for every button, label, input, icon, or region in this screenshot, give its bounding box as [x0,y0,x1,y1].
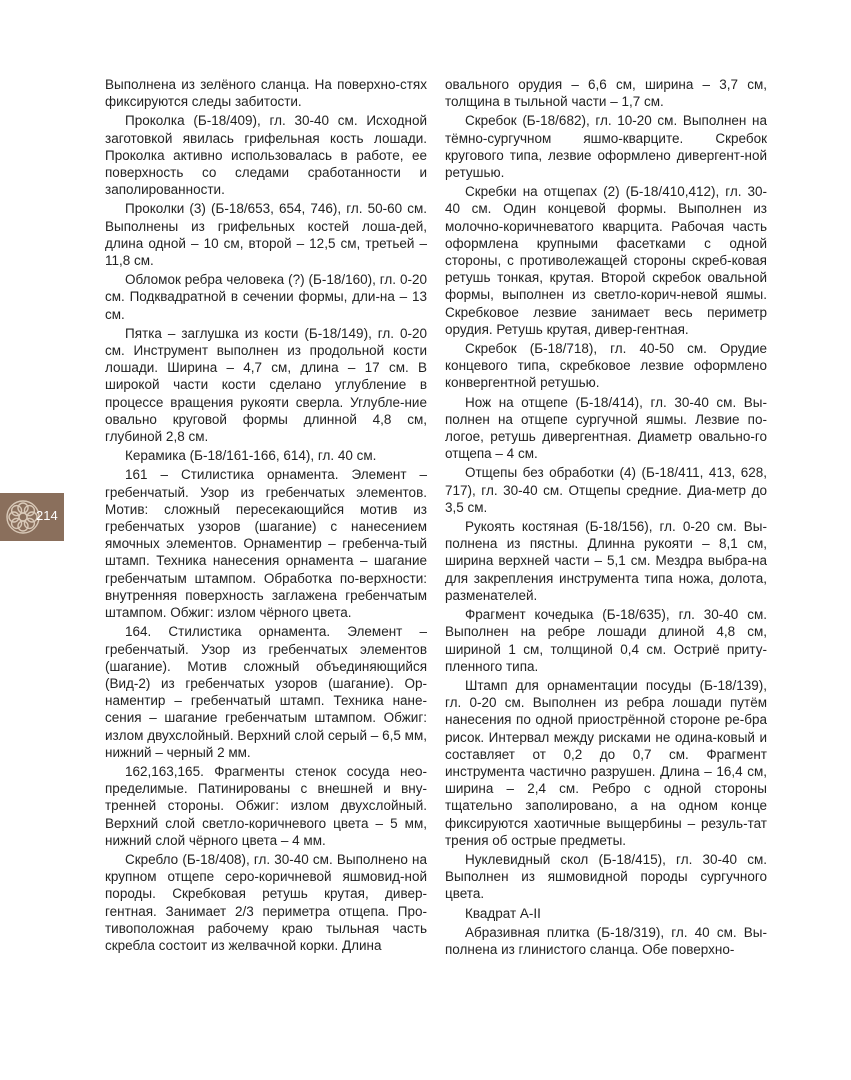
paragraph: Абразивная плитка (Б-18/319), гл. 40 см. Вы-полнена из глинистого сланца. Обе поверхно- [445,924,767,957]
paragraph: Скребки на отщепах (2) (Б-18/410,412), гл. 30-40 см. Один концевой формы. Выполнен из молочно-коричневатого кварцита. Рабочая часть оформлена крупными фасетками с одной стороны, с противолежащей стороны скреб-ковая ретушь тонкая, крутая. Второй скребок овальной формы, выполнен из светло-корич-невой яшмы. Скребковое лезвие занимает весь периметр орудия. Ретушь крутая, дивер-гентная. [445,184,767,337]
paragraph: Фрагмент кочедыка (Б-18/635), гл. 30-40 см. Выполнен на ребре лошади длиной 4,8 см, шириной 1 см, толщиной 0,4 см. Остриё приту-пленного типа. [445,607,767,674]
paragraph: Рукоять костяная (Б-18/156), гл. 0-20 см. Вы-полнена из пястны. Длинна рукояти – 8,1 см, ширина верхней части – 5,1 см. Мездра выбра-на для закрепления инструмента типа ножа, долота, разменателей. [445,519,767,603]
paragraph: Нуклевидный скол (Б-18/415), гл. 30-40 см. Выполнен из яшмовидной породы сургучного цвета. [445,851,767,902]
paragraph: Отщепы без обработки (4) (Б-18/411, 413, 628, 717), гл. 30-40 см. Отщепы средние. Диа-метр до 3,5 см. [445,465,767,515]
paragraph: Скребок (Б-18/718), гл. 40-50 см. Орудие концевого типа, скребковое лезвие оформлено конвергентной ретушью. [445,341,767,391]
paragraph: 161 – Стилистика орнамента. Элемент – гребенчатый. Узор из гребенчатых элементов. Мотив: сложный пересекающийся мотив из гребенчатых узоров (шагание) с нанесением ямочных элементов. Орнаментир – гребенча-тый штамп. Техника нанесения орнамента – шагание гребенчатым штампом. Обработка по-верхности: внутренняя поверхность заглажена гребенчатым штампом. Обжиг: излом чёрного цвета. [105,467,427,621]
paragraph: овального орудия – 6,6 см, ширина – 3,7 см, толщина в тыльной части – 1,7 см. [445,77,767,110]
paragraph: Пятка – заглушка из кости (Б-18/149), гл. 0-20 см. Инструмент выполнен из продольной кости лошади. Ширина – 4,7 см, длина – 17 см. В широкой части кости сделано углубление в процессе вращения рукояти сверла. Углубле-ние овально круговой формы длинной 4,8 см, глубиной 2,8 см. [105,325,427,445]
section-heading: Квадрат А-II [465,905,541,921]
left-column [105,76,427,956]
paragraph: Нож на отщепе (Б-18/414), гл. 30-40 см. Вы-полнен на отщепе сургучной яшмы. Лезвие по-логое, ретушь дивергентная. Диаметр овально-го отщепа – 4 см. [445,394,767,462]
page-number-tab [0,493,64,541]
paragraph: Керамика (Б-18/161-166, 614), гл. 40 см. [125,448,377,464]
paragraph: Скребло (Б-18/408), гл. 30-40 см. Выполнено на крупном отщепе серо-коричневой яшмовид-ной породы. Скребковая ретушь крутая, дивер-гентная. Занимает 2/3 периметра отщепа. Про-тивоположная рабочему краю тыльная часть скребла состоит из желвачной корки. Длина [105,851,427,953]
page-number: 214 [36,508,58,523]
paragraph: Скребок (Б-18/682), гл. 10-20 см. Выполнен на тёмно-сургучном яшмо-кварците. Скребок кругового типа, лезвие оформлено дивергент-ной ретушью. [445,113,767,181]
paragraph: Проколка (Б-18/409), гл. 30-40 см. Исходной заготовкой явилась грифельная кость лошади. Проколка активно использовалась в работе, ее поверхность со следами сработанности и заполированности. [105,113,427,198]
right-column [445,76,767,960]
paragraph: Обломок ребра человека (?) (Б-18/160), гл. 0-20 см. Подквадратной в сечении формы, дли-на – 13 см. [105,272,427,322]
paragraph: Штамп для орнаментации посуды (Б-18/139), гл. 0-20 см. Выполнен из ребра лошади путём нанесения по одной приострённой стороне ре-бра рисок. Интервал между рисками не одина-ковый и составляет от 0,2 до 0,7 см. Фрагмент инструмента частично разрушен. Длина – 16,4 см, ширина – 2,4 см. Ребро с одной стороны тщательно заполировано, а на одном конце фиксируются хаотичные выщербины – резуль-тат трения об острые предметы. [445,677,767,848]
paragraph: Проколки (3) (Б-18/653, 654, 746), гл. 50-60 см. Выполнены из грифельных костей лоша-дей, длина одной – 10 см, второй – 12,5 см, третьей – 11,8 см. [105,201,427,269]
paragraph: Выполнена из зелёного сланца. На поверхно-стях фиксируются следы забитости. [105,77,427,110]
paragraph: 164. Стилистика орнамента. Элемент – гребенчатый. Узор из гребенчатых элементов (шагание). Мотив сложный объединяющийся (Вид-2) из гребенчатых узоров (шагание). Ор-наментир – гребенчатый штамп. Техника нане-сения – шагание гребенчатым штампом. Обжиг: излом двухслойный. Верхний слой серый – 6,5 мм, нижний – черный 2 мм. [105,624,427,760]
paragraph: 162,163,165. Фрагменты стенок сосуда нео-пределимые. Патинированы с внешней и вну-тренней стороны. Обжиг: излом двухслойный. Верхний слой светло-коричневого цвета – 5 мм, нижний слой чёрного цвета – 4 мм. [105,763,427,848]
